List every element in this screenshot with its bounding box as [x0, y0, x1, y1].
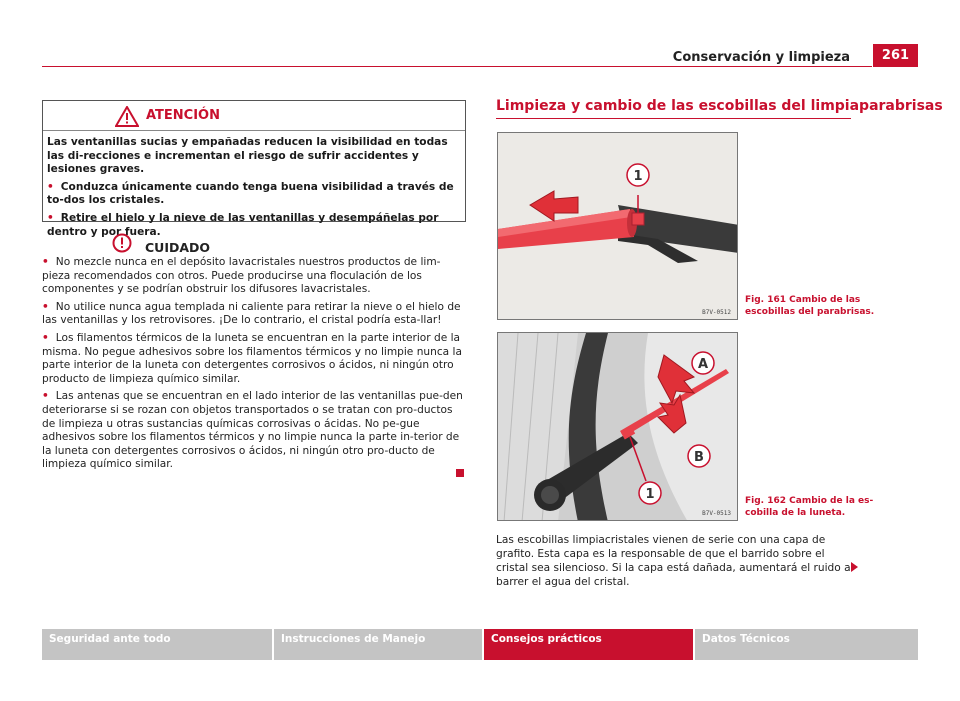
footer-tab-consejos-active[interactable]: Consejos prácticos [484, 629, 693, 660]
figure-code: B7V-0512 [702, 309, 731, 316]
figure-label: 1 [645, 487, 655, 502]
figure-label: A [697, 357, 709, 372]
triangle-right-icon [851, 562, 858, 572]
end-of-section-square-icon [456, 469, 464, 477]
caution-item: • Los filamentos térmicos de la luneta se encuentran en la parte interior de la misma. No pegue adhesivos sobre los filamentos térmicos y no limpie nunca la parte interior de la luneta con detergentes corrosivos o ácidos, ni ningún otro producto de limpieza químico similar. [42, 331, 462, 385]
caution-item: • No mezcle nunca en el depósito lavacristales nuestros productos de lim-pieza recomendados con otros. Puede producirse una floculación de los componentes y se podrían obstruir los difusores lavacristales. [42, 256, 441, 296]
bullet: • [42, 256, 49, 268]
footer-tab-seguridad[interactable]: Seguridad ante todo [42, 629, 272, 660]
warning-title: ATENCIÓN [146, 108, 220, 123]
figure-162-caption [745, 496, 875, 519]
bullet: • [42, 300, 49, 313]
warning-triangle-icon [115, 106, 139, 127]
caption-text: Cambio de las escobillas del parabrisas. [745, 295, 875, 317]
exclamation-circle-icon [112, 233, 132, 253]
header-rule [42, 66, 872, 67]
caption-label: Fig. 162 [745, 496, 787, 506]
rear-wiper-illustration [498, 333, 738, 521]
running-header-title: Conservación y limpieza [672, 50, 850, 65]
figure-162-rear-wiper [497, 332, 738, 521]
warning-header-rule [43, 130, 465, 131]
figure-label: B [694, 450, 704, 465]
warning-box [42, 100, 466, 238]
bullet: • [42, 390, 49, 403]
caption-label: Fig. 161 [745, 295, 787, 305]
caution-item: • Las antenas que se encuentran en el lado interior de las ventanillas pue-den deteriorarse si se rozan con objetos transportados o se tratan con pro-ductos de limpieza u otras sustancias químicas corrosivas o ácidas. No pe-gue adhesivos sobre los filamentos térmicos y no limpie nunca la parte in-terior de la luneta con detergentes corrosivos o ácidos, ni ningún otro pro-ducto de limpieza químico similar. [42, 390, 463, 471]
bullet: • [42, 331, 49, 344]
caution-item: • No utilice nunca agua templada ni caliente para retirar la nieve o el hielo de las ventanillas y los retrovisores. ¡De lo contrario, el cristal podría esta-llar! [42, 300, 461, 327]
figure-code: B7V-0513 [702, 510, 731, 517]
caution-title: CUIDADO [145, 240, 211, 255]
figure-161-windscreen-wiper [497, 132, 738, 320]
figure-label: 1 [633, 169, 643, 184]
section-title: Limpieza y cambio de las escobillas del limpiaparabrisas [496, 98, 943, 114]
windscreen-wiper-illustration [498, 133, 738, 320]
footer-tab-instrucciones[interactable]: Instrucciones de Manejo [274, 629, 482, 660]
caption-text: Cambio de la es-cobilla de la luneta. [745, 496, 874, 518]
body-paragraph: Las escobillas limpiacristales vienen de serie con una capa de grafito. Esta capa es la responsable de que el barrido sobre el cristal sea silencioso. Si la capa está dañada, aumentará el ruido al barrer el agua del cristal. [496, 534, 854, 588]
figure-161-caption [745, 295, 875, 318]
footer-tab-datos[interactable]: Datos Técnicos [695, 629, 918, 660]
warning-header [43, 101, 465, 131]
warning-item: • Conduzca únicamente cuando tenga buena visibilidad a través de to-dos los cristales. [47, 180, 454, 207]
caution-body [42, 256, 468, 476]
warning-body [47, 136, 463, 243]
bullet: • [47, 180, 54, 193]
section-title-rule [496, 118, 851, 119]
page-number: 261 [873, 44, 918, 67]
bullet: • [47, 211, 54, 224]
warning-intro: Las ventanillas sucias y empañadas reducen la visibilidad en todas las di-recciones e incrementan el riesgo de sufrir accidentes y lesiones graves. [47, 136, 448, 176]
warning-item: • Retire el hielo y la nieve de las ventanillas y desempáñelas por dentro y por fuera. [47, 211, 439, 238]
